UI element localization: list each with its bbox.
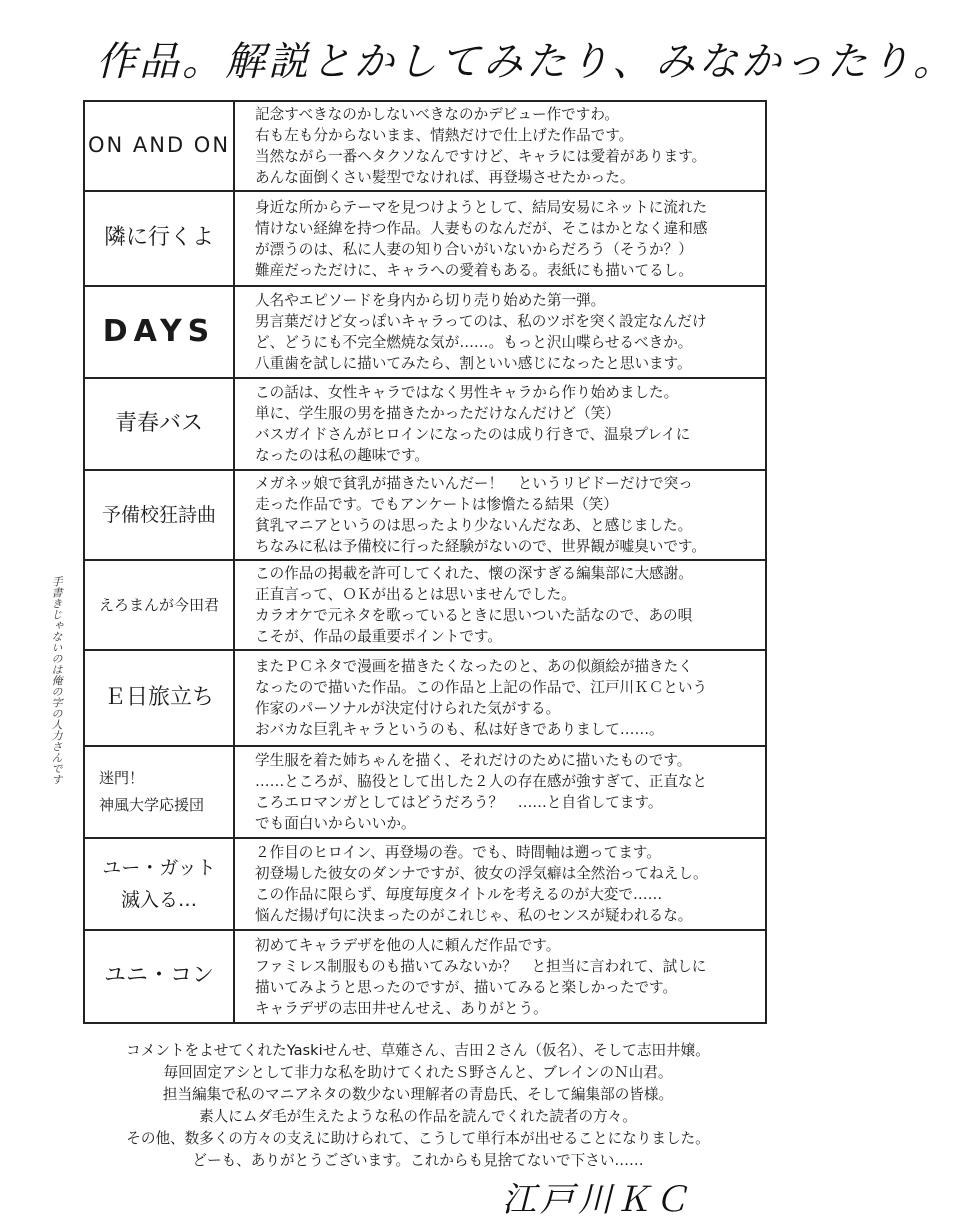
- work-row-eromanga: [85, 561, 765, 651]
- work-title: 迷門！ 神風大学応援団: [85, 747, 235, 837]
- work-title: DAYS: [85, 287, 235, 377]
- work-comment: 身近な所からテーマを見つけようとして、結局安易にネットに流れた 情けない経緯を持つ作品。人妻ものなんだが、そこはかとなく違和感 が漂うのは、私に人妻の知り合いがいないからだろう（そうか？） 難産だっただけに、キャラへの愛着もある。表紙にも描いてるし。: [255, 198, 708, 279]
- footer-line: 担当編集で私のマニアネタの数少ない理解者の青島氏、そして編集部の皆様。: [162, 1086, 674, 1103]
- work-comment: この作品の掲載を許可してくれた、懐の深すぎる編集部に大感謝。 正直言って、ＯＫが出るとは思いませんでした。 カラオケで元ネタを歌っているときに思いついた話なので、あの唄 こそが、作品の最重要ポイントです。: [255, 565, 693, 645]
- work-row-yobiko: [85, 471, 765, 561]
- work-row-on-and-on: [85, 102, 765, 192]
- work-comment: 初めてキャラデザを他の人に頼んだ作品です。 ファミレス制服ものも描いてみないか？ と担当に言われて、試しに 描いてみようと思ったのですが、描いてみると楽しかったです。 キャラデザの志田井せんせえ、ありがとう。: [255, 936, 707, 1017]
- work-title: Ｅ日旅立ち: [85, 651, 235, 745]
- work-title: 予備校狂詩曲: [85, 471, 235, 559]
- works-table: [83, 100, 767, 1024]
- footer-line: コメントをよせてくれたYaskiせんせ、草薙さん、吉田２さん（仮名）、そして志田井嬢。: [126, 1042, 710, 1059]
- work-title: ユニ・コン: [85, 931, 235, 1022]
- work-comment: 学生服を着た姉ちゃんを描く、それだけのために描いたものです。 ……ところが、脇役として出した２人の存在感が強すぎて、正直なと ころエロマンガとしてはどうだろう？ ……と自省してます。 でも面白いからいいか。: [255, 752, 708, 832]
- work-comment: この話は、女性キャラではなく男性キャラから作り始めました。 単に、学生服の男を描きたかっただけなんだけど（笑） バスガイドさんがヒロインになったのは成り行きで、温泉プレイに なったのは私の趣味です。: [255, 384, 691, 464]
- page-title: 作品。解説とかしてみたり、みなかったり。: [96, 39, 956, 85]
- footer-line: 毎回固定アシとして非力な私を助けてくれたＳ野さんと、ブレインのＮ山君。: [163, 1064, 673, 1081]
- handwritten-margin-note: 手書きじゃないのは俺の字の人力さんです: [50, 576, 63, 785]
- work-row-seishun-bus: [85, 379, 765, 471]
- work-row-meimon: [85, 747, 765, 839]
- acknowledgements: [40, 1040, 796, 1172]
- work-title: 青春バス: [85, 379, 235, 469]
- work-comment: またＰＣネタで漫画を描きたくなったのと、あの似顔絵が描きたく なったので描いた作品。この作品と上記の作品で、江戸川ＫＣという 作家のパーソナルが決定付けられた気がする。 おバカな巨乳キャラというのも、私は好きでありまして……。: [255, 658, 708, 738]
- work-row-tonari: [85, 192, 765, 287]
- footer-line: その他、数多くの方々の支えに助けられて、こうして単行本が出せることになりました。: [126, 1130, 710, 1147]
- work-comment: 記念すべきなのかしないべきなのかデビュー作ですわ。 右も左も分からないまま、情熱だけで仕上げた作品です。 当然ながら一番ヘタクソなんですけど、キャラには愛着があります。 あんな面倒くさい髪型でなければ、再登場させたかった。: [255, 106, 707, 186]
- work-row-e-nichi: [85, 651, 765, 747]
- work-title: えろまんが今田君: [85, 561, 235, 649]
- work-title: ON AND ON: [85, 102, 235, 190]
- work-row-days: [85, 287, 765, 379]
- work-comment: メガネッ娘で貧乳が描きたいんだー！ というリビドーだけで突っ 走った作品です。でもアンケートは惨憺たる結果（笑） 貧乳マニアというのは思ったより少ないんだなあ、と感じました。 ちなみに私は予備校に行った経験がないので、世界観が嘘臭いです。: [255, 475, 706, 555]
- footer-line: 素人にムダ毛が生えたような私の作品を読んでくれた読者の方々。: [199, 1108, 637, 1125]
- author-signature: 江戸川ＫＣ: [502, 1180, 692, 1220]
- footer-line: どーも、ありがとうございます。これからも見捨てないで下さい……: [192, 1152, 644, 1169]
- work-title: ユー・ガット 滅入る…: [85, 839, 235, 929]
- work-comment: ２作目のヒロイン、再登場の巻。でも、時間軸は遡ってます。 初登場した彼女のダンナですが、彼女の浮気癖は全然治ってねえし。 この作品に限らず、毎度毎度タイトルを考えるのが大変で…… 悩んだ揚げ句に決まったのがこれじゃ、私のセンスが疑われるな。: [255, 844, 708, 924]
- work-comment: 人名やエピソードを身内から切り売り始めた第一弾。 男言葉だけど女っぽいキャラってのは、私のツボを突く設定なんだけ ど、どうにも不完全燃焼な気が……。もっと沢山喋らせるべきか。 八重歯を試しに描いてみたら、割といい感じになったと思います。: [255, 292, 707, 372]
- work-title: 隣に行くよ: [85, 192, 235, 285]
- work-row-you-got: [85, 839, 765, 931]
- work-row-unicon: [85, 931, 765, 1022]
